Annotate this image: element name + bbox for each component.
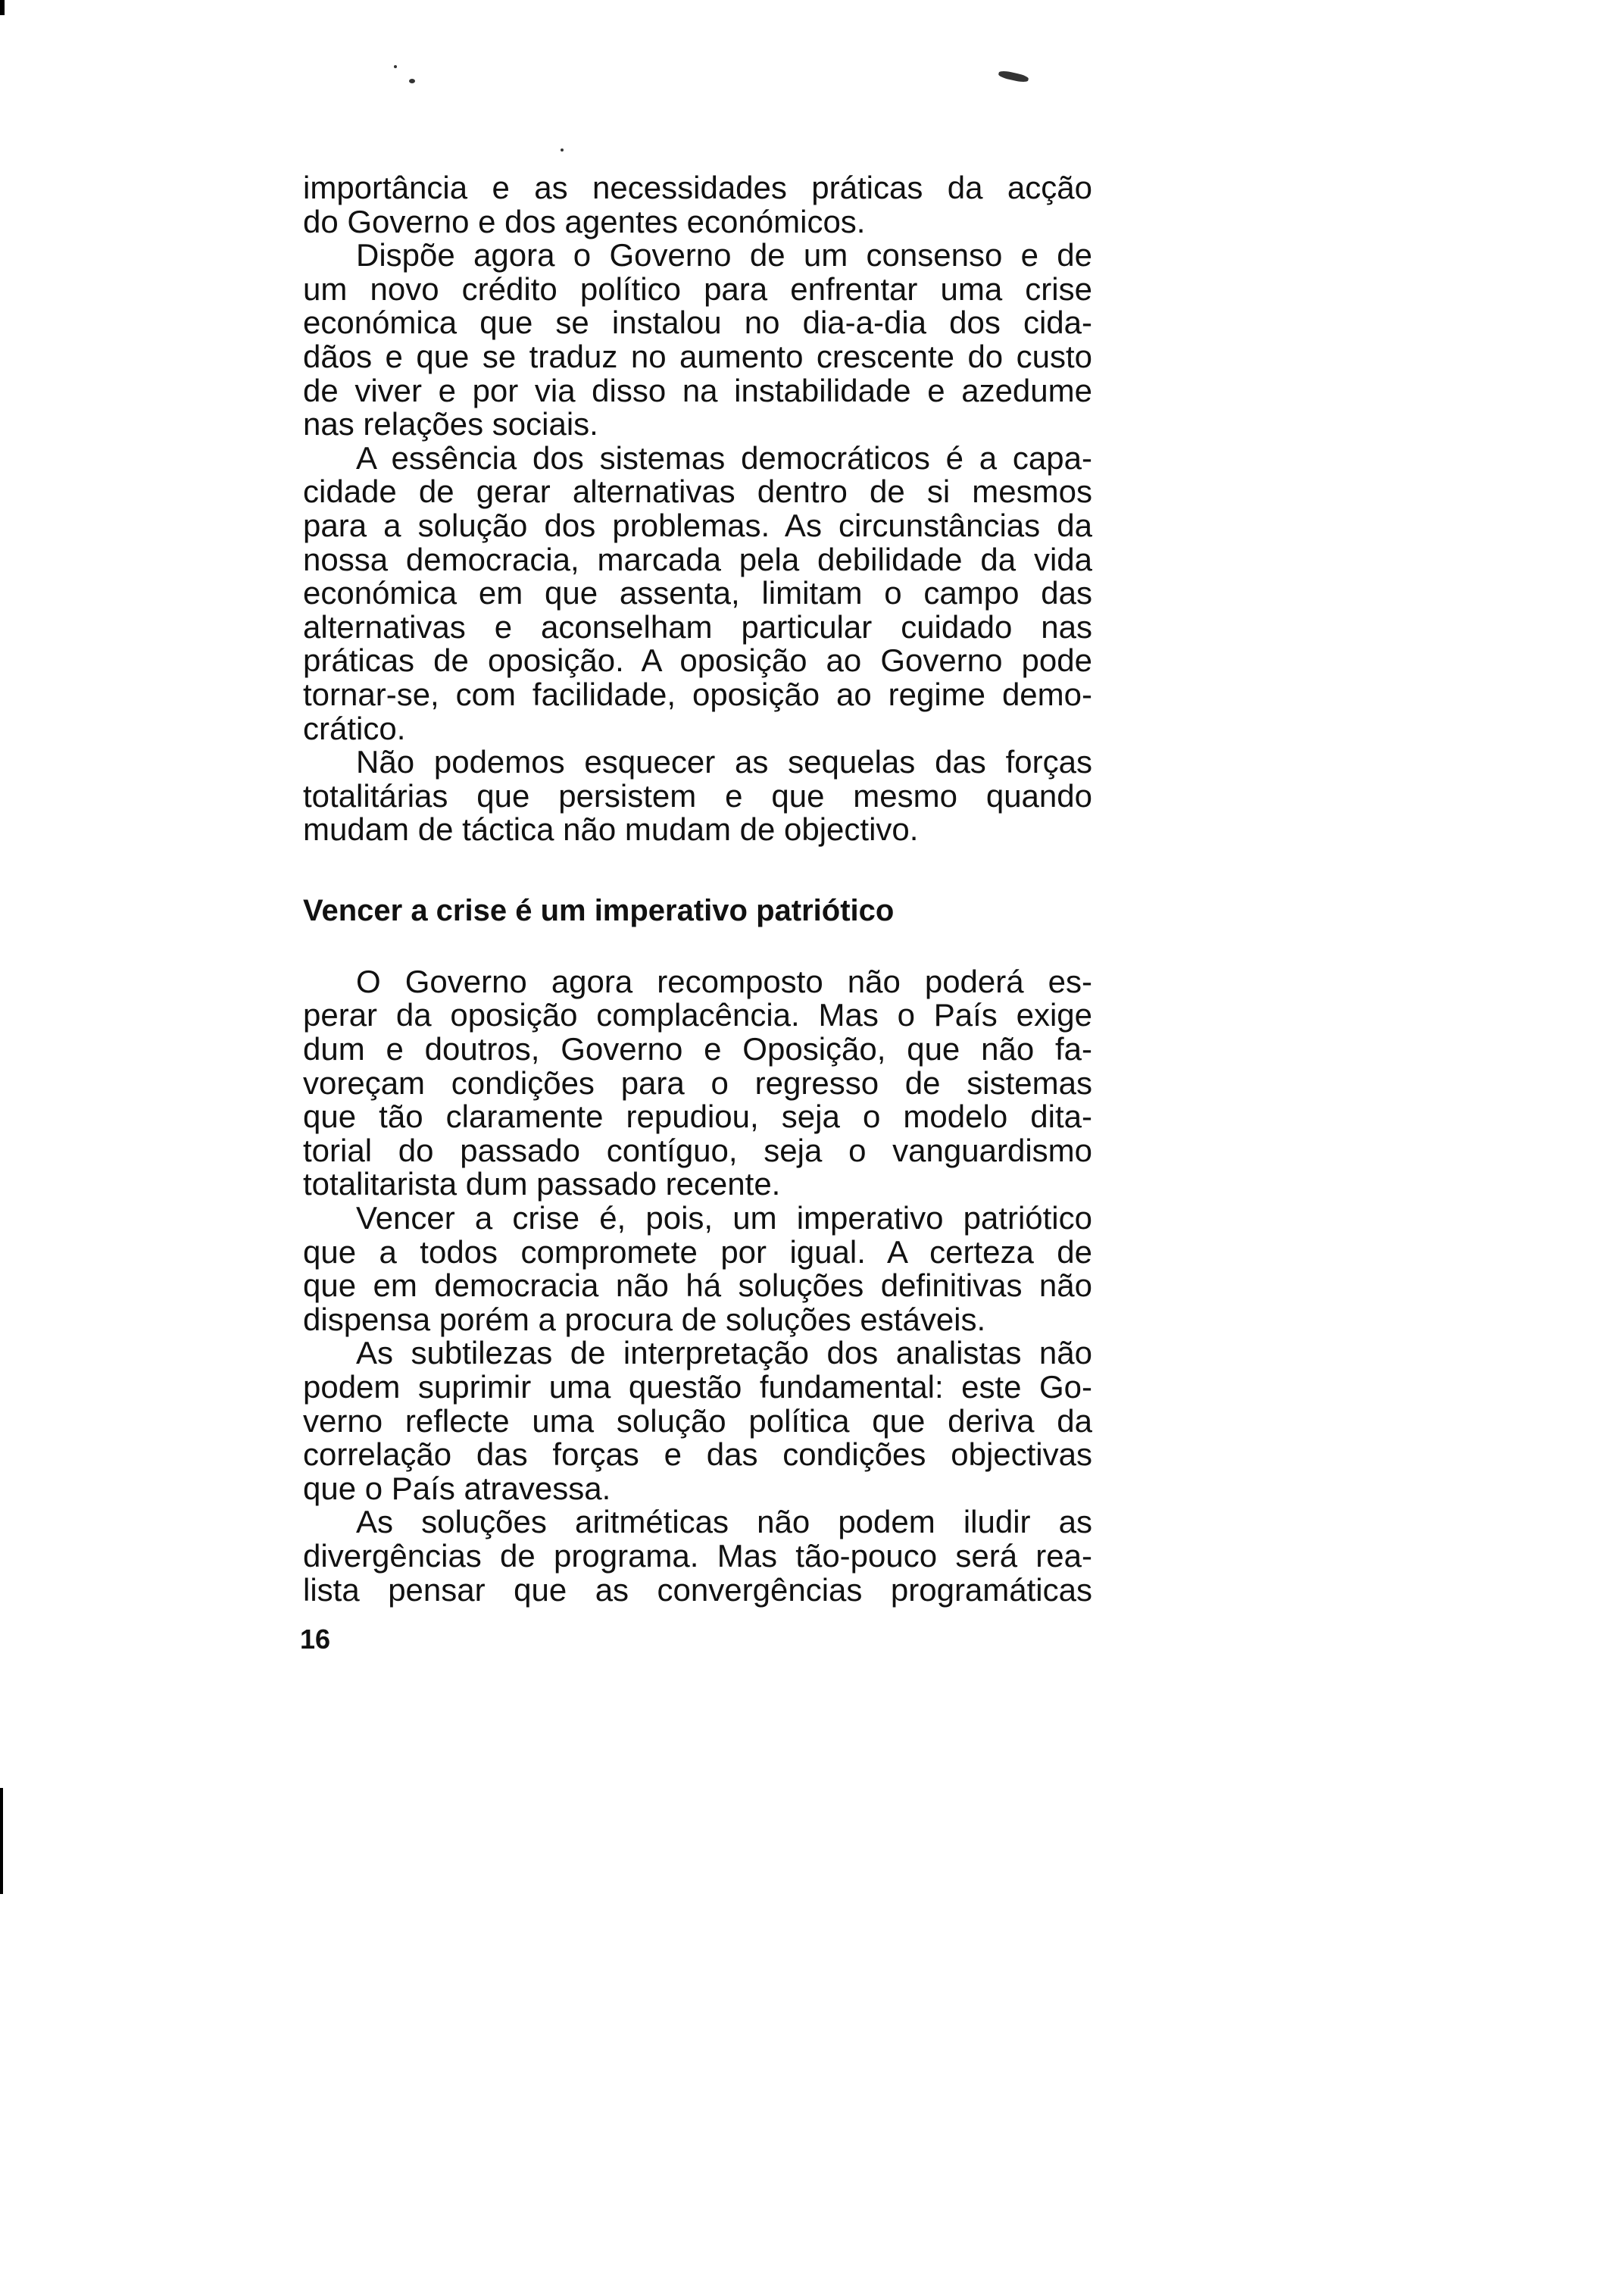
text-line: Dispõe agora o Governo de um consenso e de — [356, 237, 1092, 273]
page-number: 16 — [300, 1624, 331, 1655]
text-line: Vencer a crise é, pois, um imperativo patriótico — [356, 1200, 1092, 1236]
text-line: totalitarista dum passado recente. — [303, 1166, 781, 1202]
text-line: lista pensar que as convergências programáticas — [303, 1571, 1092, 1608]
paragraph-bottom-1 — [303, 965, 1092, 1202]
scan-speck — [998, 70, 1029, 83]
text-line: perar da oposição complacência. Mas o País exige — [303, 997, 1092, 1033]
scan-edge-mark-top — [0, 0, 5, 15]
paragraph-bottom-4 — [303, 1505, 1092, 1607]
text-line: Não podemos esquecer as sequelas das forças — [356, 744, 1092, 780]
text-line: para a solução dos problemas. As circunstâncias da — [303, 507, 1092, 543]
text-line: alternativas e aconselham particular cuidado nas — [303, 608, 1092, 645]
scan-speck — [409, 79, 415, 83]
text-line: A essência dos sistemas democráticos é a capa- — [356, 439, 1092, 476]
text-line: de viver e por via disso na instabilidade e azedume — [303, 372, 1092, 408]
text-line: que tão claramente repudiou, seja o modelo dita- — [303, 1099, 1092, 1135]
paragraph-top-1 — [303, 171, 1092, 239]
text-line: dãos e que se traduz no aumento crescente do custo — [303, 338, 1092, 374]
text-line: importância e as necessidades práticas da acção — [303, 170, 1092, 205]
paragraph-bottom-2 — [303, 1202, 1092, 1336]
text-line: do Governo e dos agentes económicos. — [303, 203, 866, 239]
text-line: As soluções aritméticas não podem iludir as — [356, 1504, 1092, 1540]
text-line: que em democracia não há soluções definitivas não — [303, 1267, 1092, 1304]
text-line: correlação das forças e das condições objectivas — [303, 1436, 1092, 1473]
text-line: divergências de programa. Mas tão-pouco será rea- — [303, 1537, 1092, 1574]
text-line: cidade de gerar alternativas dentro de si mesmos — [303, 474, 1092, 510]
text-line: verno reflecte uma solução política que deriva da — [303, 1402, 1092, 1439]
text-line: podem suprimir uma questão fundamental: este Go- — [303, 1369, 1092, 1405]
text-line: tornar-se, com facilidade, oposição ao regime demo- — [303, 676, 1092, 712]
paragraph-top-4 — [303, 745, 1092, 847]
text-line: voreçam condições para o regresso de sistemas — [303, 1064, 1092, 1101]
scan-speck — [394, 65, 397, 68]
text-line: O Governo agora recomposto não poderá es- — [356, 963, 1092, 999]
text-line: económica que se instalou no dia-a-dia dos cida- — [303, 305, 1092, 341]
text-line: dispensa porém a procura de soluções estáveis. — [303, 1301, 986, 1337]
paragraph-bottom-3 — [303, 1336, 1092, 1505]
text-line: que o País atravessa. — [303, 1470, 611, 1506]
text-line: totalitárias que persistem e que mesmo quando — [303, 777, 1092, 814]
text-line: As subtilezas de interpretação dos analistas não — [356, 1335, 1092, 1371]
text-line: práticas de oposição. A oposição ao Governo pode — [303, 642, 1092, 679]
text-line: um novo crédito político para enfrentar uma crise — [303, 270, 1092, 307]
paragraph-top-2 — [303, 239, 1092, 442]
text-line: económica em que assenta, limitam o campo das — [303, 575, 1092, 611]
scan-speck — [561, 148, 564, 152]
text-line: que a todos compromete por igual. A certeza de — [303, 1233, 1092, 1270]
text-column — [303, 171, 1092, 1607]
text-line: dum e doutros, Governo e Oposição, que não fa- — [303, 1031, 1092, 1067]
paragraph-top-3 — [303, 439, 1092, 746]
scan-edge-mark-bottom — [0, 1788, 3, 1894]
text-line: crático. — [303, 710, 406, 746]
text-line: nas relações sociais. — [303, 406, 598, 442]
text-line: mudam de táctica não mudam de objectivo. — [303, 811, 919, 848]
text-line: nossa democracia, marcada pela debilidade da vida — [303, 541, 1092, 577]
section-heading: Vencer a crise é um imperativo patriótico — [303, 893, 895, 927]
text-line: torial do passado contíguo, seja o vanguardismo — [303, 1132, 1092, 1168]
